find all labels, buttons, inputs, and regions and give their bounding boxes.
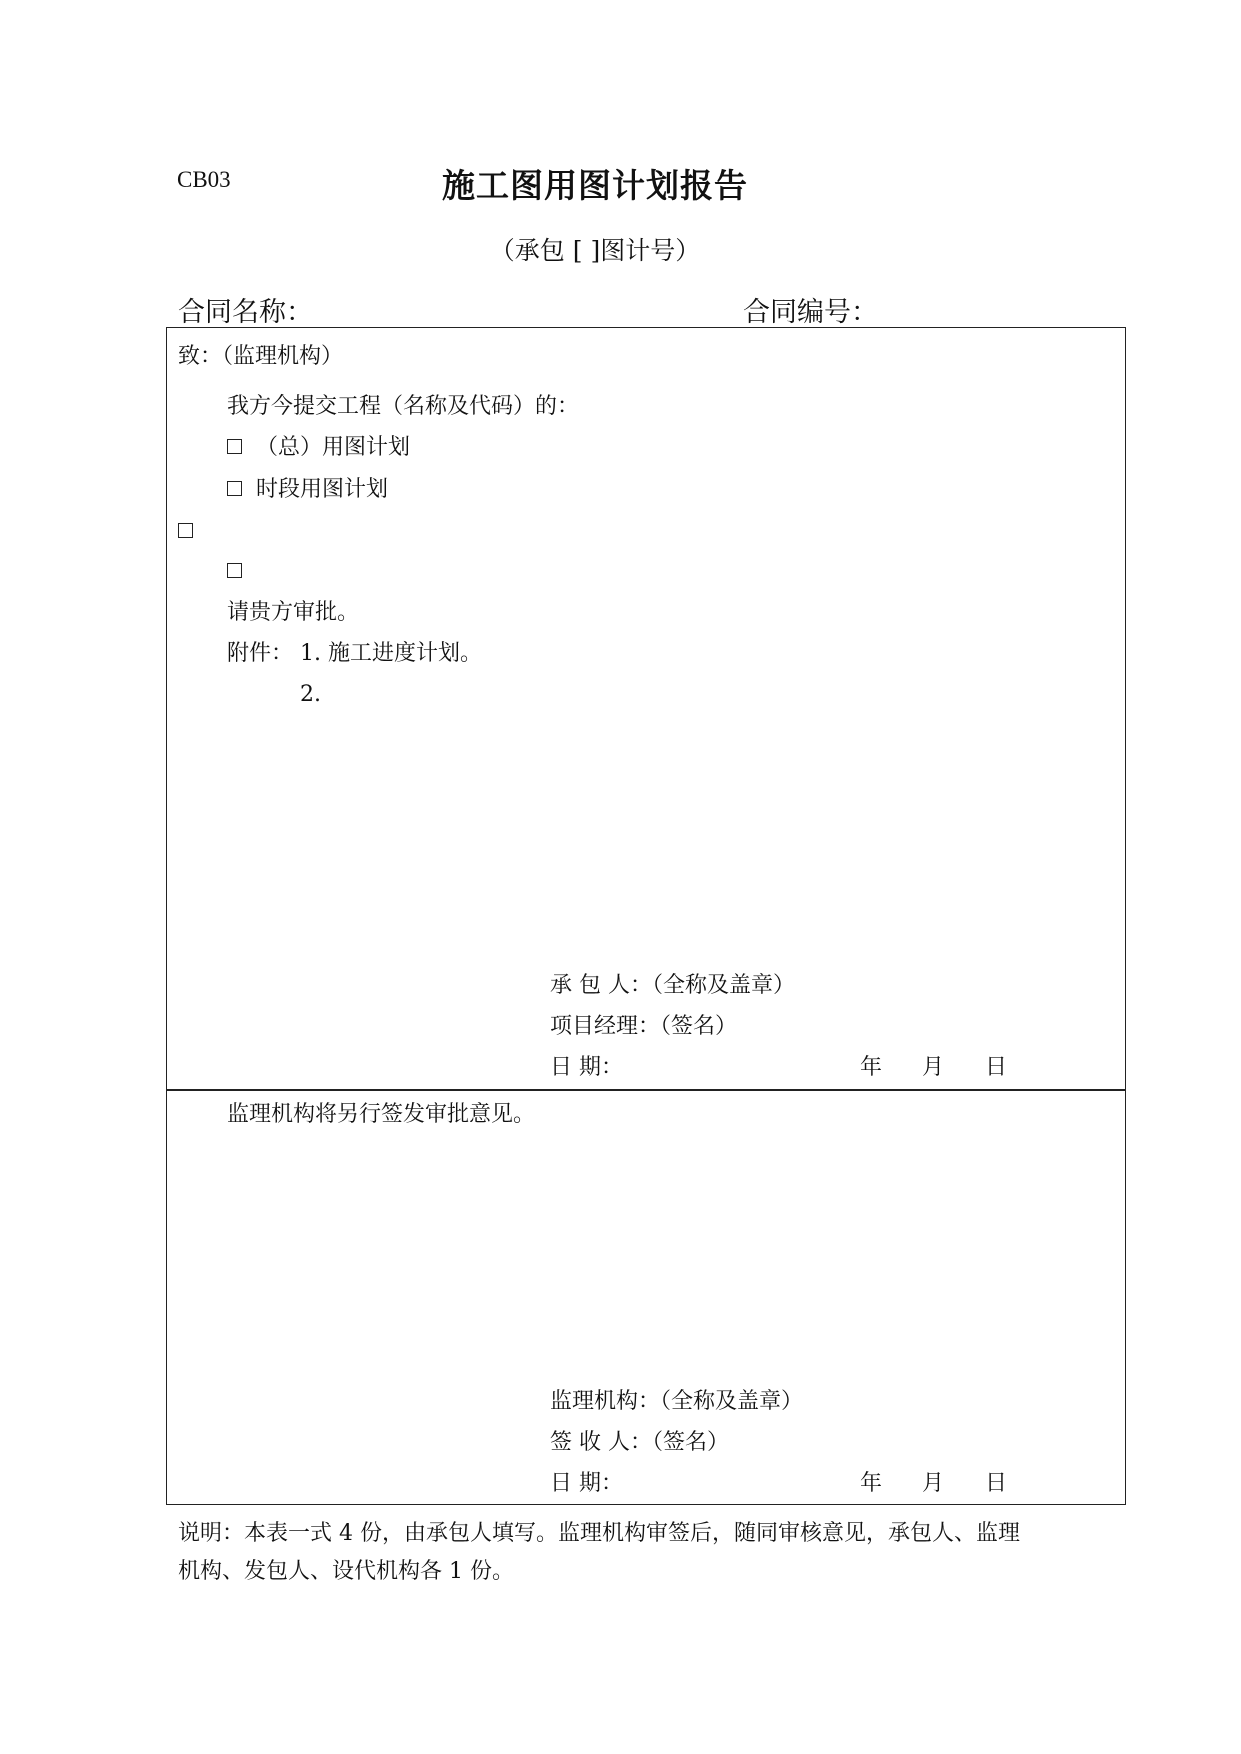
checkbox-icon[interactable] — [227, 563, 242, 578]
attachments-label: 附件： — [227, 641, 294, 666]
year-label: 年 — [860, 1055, 883, 1080]
year-label: 年 — [860, 1471, 883, 1496]
page-title: 施工图用图计划报告 — [442, 166, 748, 205]
option-period-plan[interactable] — [227, 475, 388, 505]
footer-note — [178, 1515, 1020, 1591]
receiver-signature: 签 收 人：（签名） — [550, 1430, 729, 1455]
checkbox-icon[interactable] — [178, 523, 193, 538]
addressee-label: 致：（监理机构） — [178, 344, 344, 369]
note-line-2: 机构、发包人、设代机构各 1 份。 — [178, 1559, 514, 1584]
project-manager-signature: 项目经理：（签名） — [550, 1014, 738, 1039]
checkbox-icon[interactable] — [227, 439, 242, 454]
supervisor-statement: 监理机构将另行签发审批意见。 — [227, 1102, 536, 1127]
date-label: 日 期： — [550, 1471, 623, 1496]
option-label: 时段用图计划 — [256, 477, 389, 502]
option-total-plan[interactable] — [227, 433, 410, 463]
plan-number-subtitle: （承包 [ ]图计号） — [489, 236, 701, 265]
contract-name-label: 合同名称： — [178, 297, 313, 328]
day-label: 日 — [985, 1055, 1008, 1080]
option-blank-2[interactable] — [227, 557, 256, 587]
month-label: 月 — [922, 1471, 945, 1496]
checkbox-icon[interactable] — [227, 481, 242, 496]
form-code: CB03 — [177, 167, 231, 192]
supervisor-agency-signature: 监理机构：（全称及盖章） — [550, 1389, 804, 1414]
attachment-item-2: 2. — [300, 682, 321, 707]
contractor-signature: 承 包 人：（全称及盖章） — [550, 973, 795, 998]
month-label: 月 — [922, 1055, 945, 1080]
attachment-item-1: 1. 施工进度计划。 — [300, 641, 482, 666]
date-label: 日 期： — [550, 1055, 623, 1080]
option-blank-1[interactable] — [178, 517, 207, 547]
submission-intro: 我方今提交工程（名称及代码）的： — [227, 394, 580, 419]
note-line-1: 说明：本表一式 4 份，由承包人填写。监理机构审签后，随同审核意见，承包人、监理 — [178, 1521, 1020, 1546]
option-label: （总）用图计划 — [256, 435, 411, 460]
contract-number-label: 合同编号： — [743, 297, 878, 328]
day-label: 日 — [985, 1471, 1008, 1496]
approval-request: 请贵方审批。 — [227, 600, 360, 625]
